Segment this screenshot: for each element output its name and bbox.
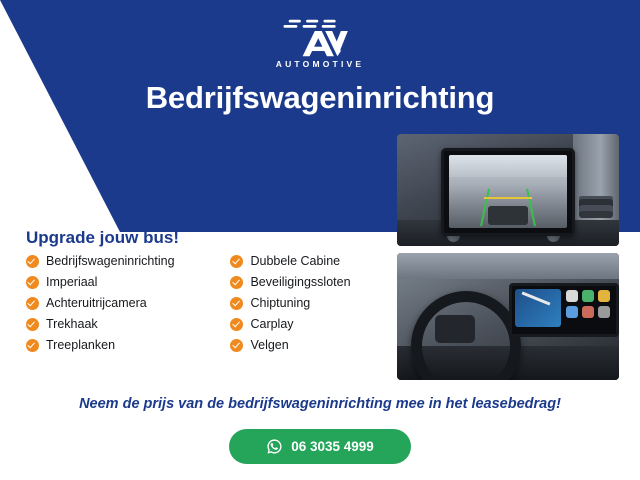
list-item	[230, 317, 376, 331]
check-circle-icon	[26, 339, 39, 352]
list-item	[26, 317, 206, 331]
photo-app-tile	[582, 306, 594, 318]
check-circle-icon	[230, 255, 243, 268]
photo-app-tile	[582, 290, 594, 302]
list-item-label: Imperiaal	[46, 275, 98, 289]
list-item-label: Bedrijfswageninrichting	[46, 254, 175, 268]
check-circle-icon	[230, 297, 243, 310]
photo-widescreen-display	[509, 283, 619, 337]
list-item	[26, 275, 206, 289]
photo-infotainment-screen	[441, 148, 575, 236]
feature-column-1	[26, 254, 206, 352]
brand-logo-subtitle: AUTOMOTIVE	[275, 59, 365, 69]
cta-label: 06 3035 4999	[291, 439, 374, 454]
list-item	[26, 254, 206, 268]
list-item-label: Dubbele Cabine	[250, 254, 341, 268]
photo-air-vent	[579, 196, 613, 218]
brand-logo	[0, 18, 640, 69]
check-circle-icon	[26, 297, 39, 310]
list-item	[230, 275, 376, 289]
section-subheading: Upgrade jouw bus!	[26, 228, 179, 247]
page-title: Bedrijfswageninrichting	[145, 80, 495, 115]
av-monogram-icon	[260, 18, 380, 58]
list-item-label: Carplay	[250, 317, 294, 331]
photo-navigation-tile	[515, 289, 561, 327]
feature-list	[26, 254, 376, 352]
photo-app-tile	[566, 306, 578, 318]
list-item-label: Trekhaak	[46, 317, 98, 331]
photo-dashboard-top	[397, 253, 619, 279]
whatsapp-icon	[266, 438, 283, 455]
photo-steering-hub	[435, 315, 475, 343]
check-circle-icon	[26, 255, 39, 268]
check-circle-icon	[230, 339, 243, 352]
check-circle-icon	[230, 318, 243, 331]
photo-camera-view	[449, 155, 567, 228]
list-item	[230, 338, 376, 352]
list-item-label: Beveiligingssloten	[250, 275, 351, 289]
list-item-label: Achteruitrijcamera	[46, 296, 147, 310]
photo-app-tile	[598, 290, 610, 302]
list-item-label: Treeplanken	[46, 338, 116, 352]
list-item	[26, 296, 206, 310]
photo-app-tile	[566, 290, 578, 302]
list-item	[26, 338, 206, 352]
list-item-label: Chiptuning	[250, 296, 311, 310]
list-item-label: Velgen	[250, 338, 289, 352]
check-circle-icon	[26, 318, 39, 331]
check-circle-icon	[230, 276, 243, 289]
list-item	[230, 296, 376, 310]
list-item	[230, 254, 376, 268]
feature-column-2	[230, 254, 376, 352]
whatsapp-call-button[interactable]	[229, 429, 411, 464]
footer-tagline: Neem de prijs van de bedrijfswageninrichting mee in het leasebedrag!	[79, 396, 561, 412]
photo-app-tile	[598, 306, 610, 318]
photo-rear-object	[488, 206, 528, 225]
check-circle-icon	[26, 276, 39, 289]
photo-reverse-camera-dashboard	[397, 134, 619, 246]
photo-cockpit-steering-wheel	[397, 253, 619, 380]
photo-guideline-distance	[484, 197, 531, 199]
